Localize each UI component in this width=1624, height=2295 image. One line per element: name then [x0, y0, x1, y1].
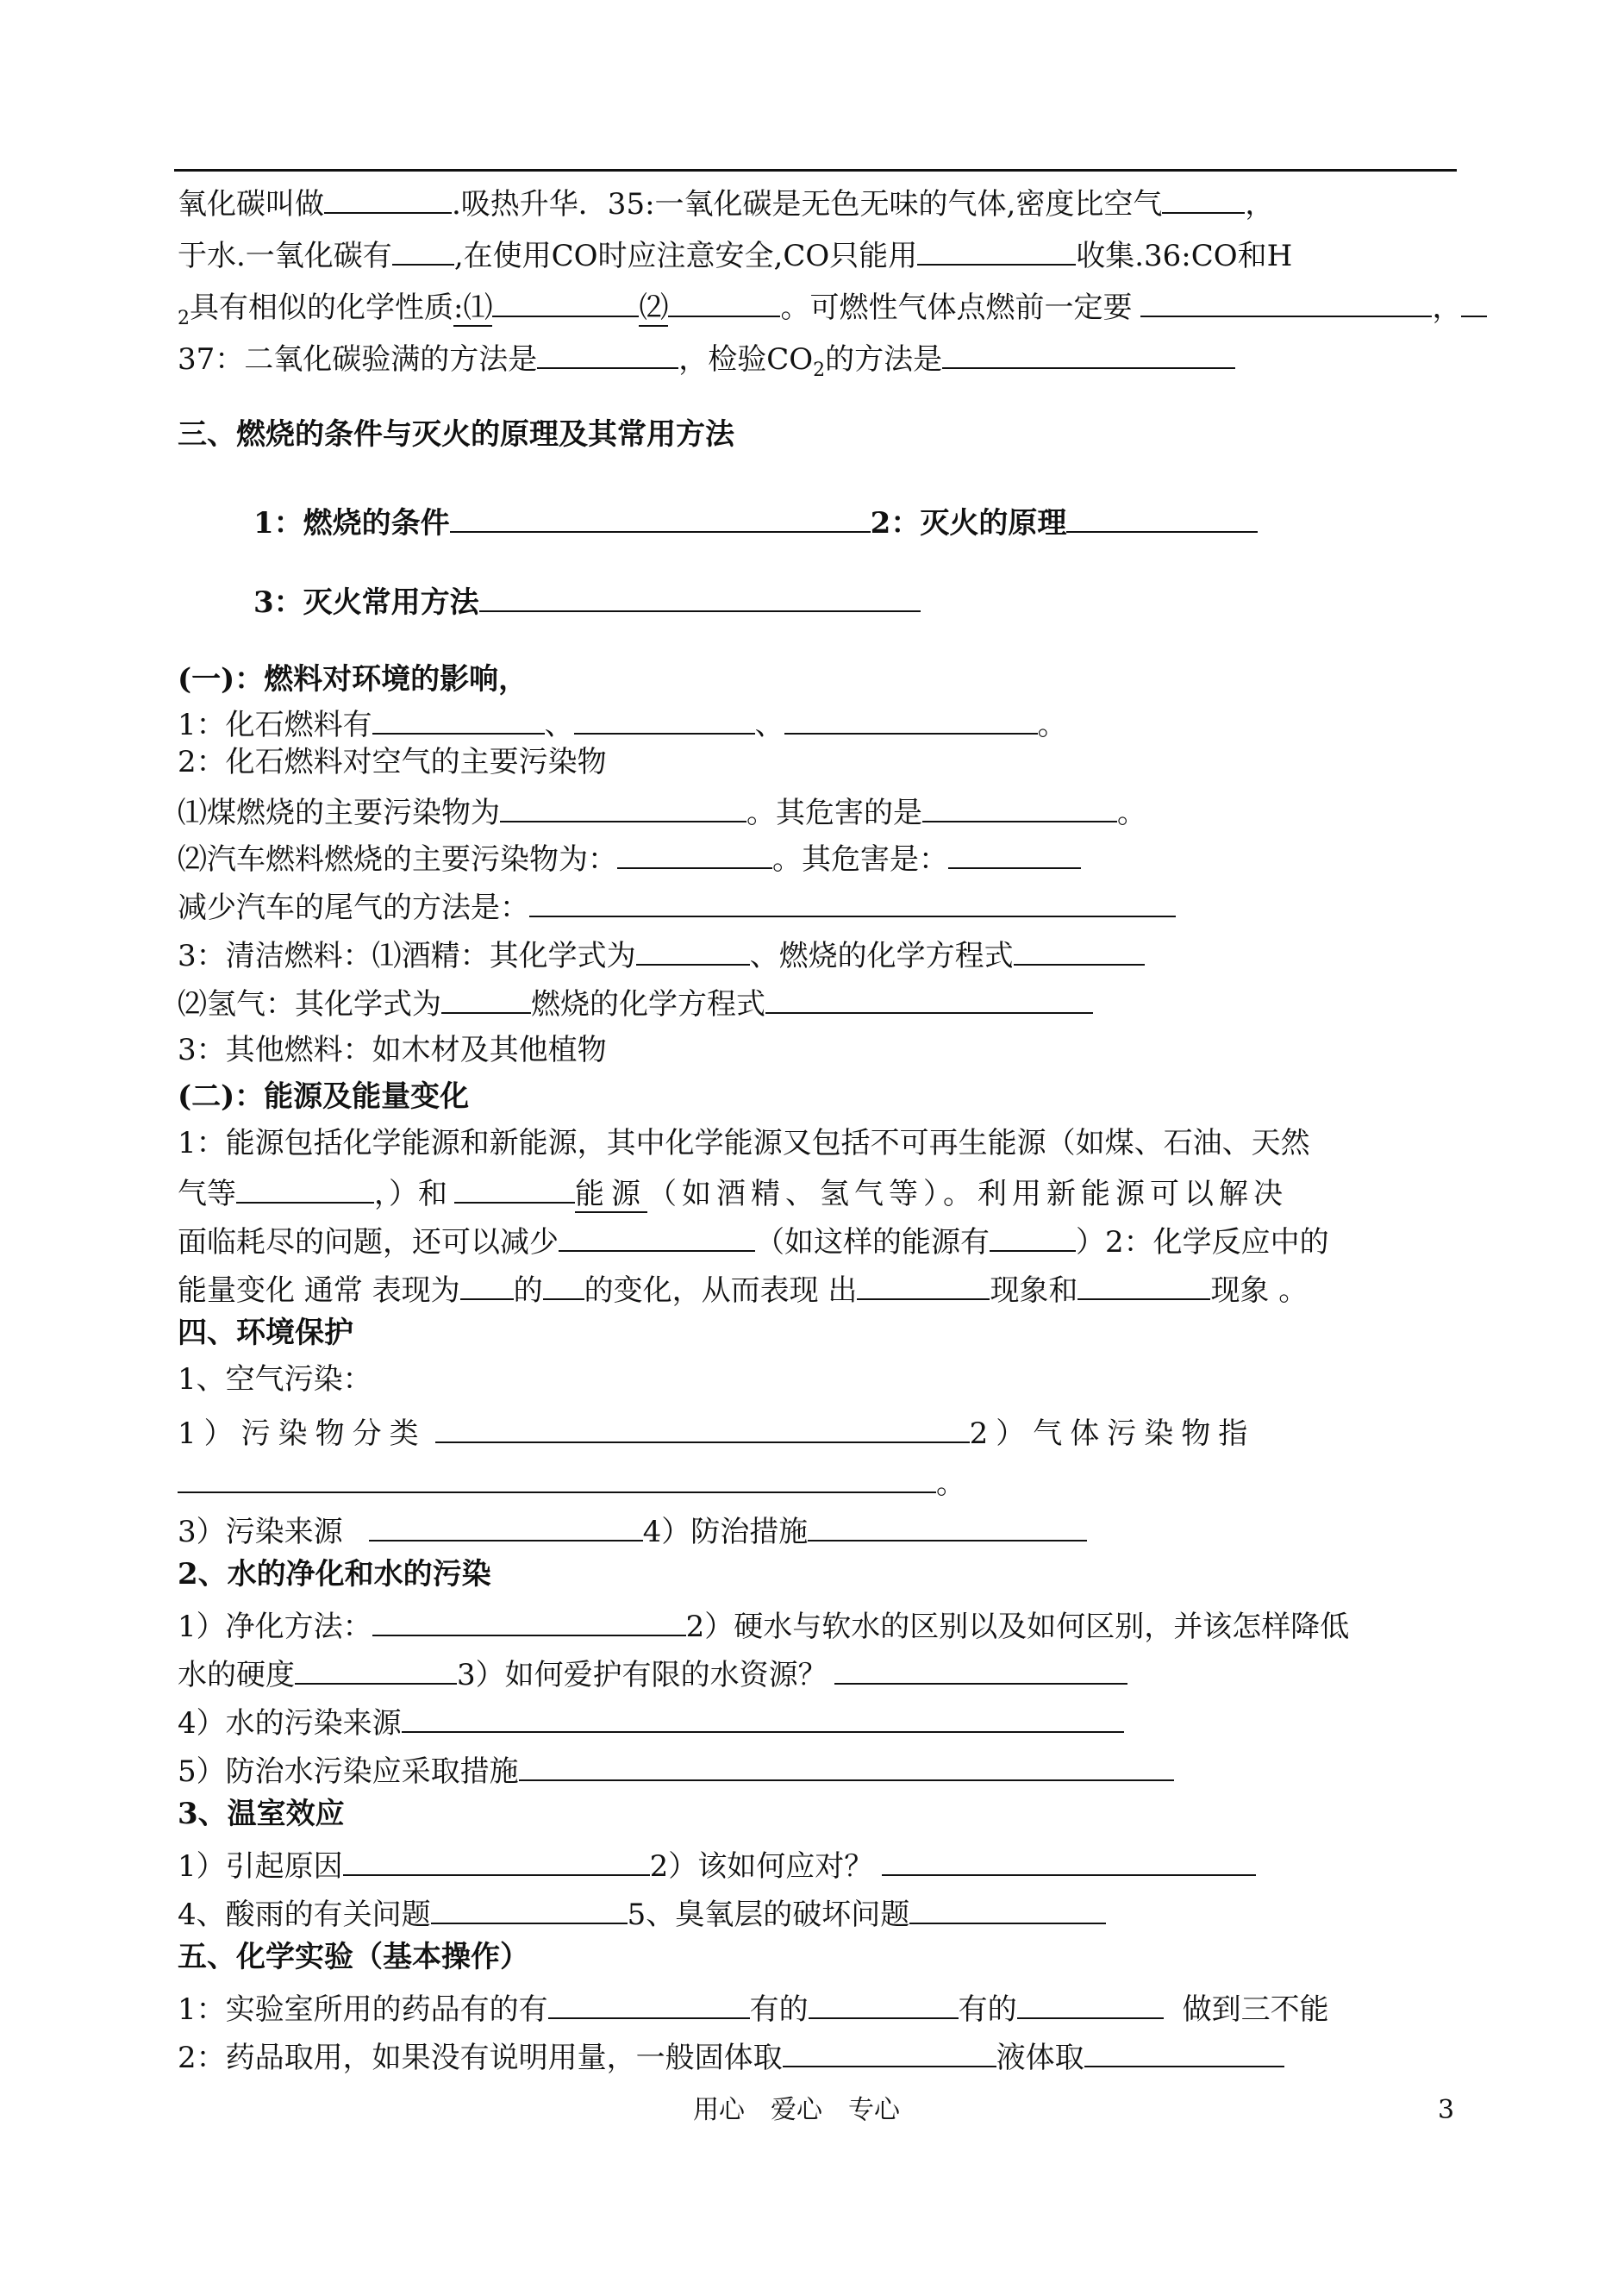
text-line: 5）防治水污染应采取措施	[178, 1745, 1174, 1790]
text-line: 1）污染物分类 2）气体污染物指	[178, 1407, 1255, 1452]
fill-blank[interactable]	[784, 698, 1038, 735]
fill-blank[interactable]	[519, 1745, 1174, 1781]
fill-blank[interactable]	[537, 333, 678, 369]
fill-blank[interactable]	[882, 1840, 1256, 1876]
fill-blank[interactable]	[948, 833, 1081, 869]
fill-blank[interactable]	[1017, 1983, 1164, 2019]
fill-blank[interactable]	[574, 698, 755, 735]
text-line: 。	[178, 1457, 965, 1502]
fill-blank[interactable]	[922, 786, 1117, 822]
fill-blank[interactable]	[372, 1600, 686, 1636]
footer-text: 用心 爱心 专心	[693, 2095, 900, 2125]
fill-blank[interactable]	[460, 1264, 514, 1300]
fill-blank[interactable]	[834, 1648, 1127, 1685]
text-line: 1）净化方法： 2）硬水与软水的区别以及如何区别，并该怎样降低	[178, 1600, 1349, 1645]
subsection-heading: (一)：燃料对环境的影响，	[178, 662, 528, 697]
text-line: 3：清洁燃料：⑴酒精：其化学式为 、燃烧的化学方程式	[178, 929, 1145, 974]
fill-blank[interactable]	[343, 1840, 650, 1876]
fill-blank[interactable]	[1140, 281, 1432, 317]
fill-blank[interactable]	[402, 1697, 1124, 1733]
subsection-heading: 2、水的净化和水的污染	[178, 1557, 491, 1591]
section-heading: 四、环境保护	[178, 1316, 353, 1350]
fill-blank[interactable]	[392, 229, 454, 266]
text-line: 2：化石燃料对空气的主要污染物	[178, 745, 607, 779]
fill-blank[interactable]	[1162, 178, 1245, 214]
fill-blank[interactable]	[909, 1888, 1106, 1924]
text-line: 4、酸雨的有关问题 5、臭氧层的破坏问题	[178, 1888, 1106, 1933]
text-line: 能量变化 通常 表现为 的 的变化，从而表现 出 现象和 现象 。	[178, 1264, 1308, 1309]
text-line: ⑵氢气：其化学式为 燃烧的化学方程式	[178, 978, 1093, 1022]
text-line: 1：能源包括化学能源和新能源，其中化学能源又包括不可再生能源（如煤、石油、天然	[178, 1126, 1310, 1160]
text-line: 气等 ，）和 能源（如酒精、氢气等）。利用新能源可以解决	[178, 1167, 1288, 1212]
text-line: 3：其他燃料：如木材及其他植物	[178, 1033, 607, 1067]
fill-blank[interactable]	[548, 1983, 750, 2019]
page-number: 3	[1438, 2095, 1455, 2125]
text-line: ⑴煤燃烧的主要污染物为 。其危害的是 。	[178, 786, 1146, 831]
fill-blank[interactable]	[559, 1216, 755, 1252]
fill-blank[interactable]	[1066, 497, 1258, 533]
fill-blank[interactable]	[529, 881, 1176, 917]
fill-blank[interactable]	[500, 786, 746, 822]
fill-blank[interactable]	[808, 1505, 1087, 1541]
fill-blank[interactable]	[178, 1457, 936, 1493]
subsection-heading: (二)：能源及能量变化	[178, 1079, 470, 1114]
fill-blank[interactable]	[857, 1264, 990, 1300]
fill-blank[interactable]	[617, 833, 772, 869]
text-line: 1：化石燃料有 、 、 。	[178, 698, 1067, 743]
fill-blank[interactable]	[990, 1216, 1076, 1252]
section-heading: 五、化学实验（基本操作）	[178, 1940, 529, 1974]
text-line: 1、空气污染：	[178, 1362, 372, 1397]
fill-blank[interactable]	[783, 2031, 996, 2067]
fill-blank[interactable]	[492, 281, 639, 317]
text-line: 3：灭火常用方法	[253, 576, 921, 621]
fill-blank[interactable]	[441, 978, 531, 1014]
text-line: 于水.一氧化碳有 ,在使用CO时应注意安全,CO只能用 收集.36:CO和H	[178, 229, 1292, 274]
fill-blank[interactable]	[435, 1407, 970, 1443]
fill-blank[interactable]	[636, 929, 750, 966]
fill-blank[interactable]	[236, 1167, 374, 1204]
text-line: 1：实验室所用的药品有的有 有的 有的 做到三不能	[178, 1983, 1329, 2028]
fill-blank[interactable]	[809, 1983, 959, 2019]
text-line: 减少汽车的尾气的方法是：	[178, 881, 1176, 926]
text-line: 3）污染来源 4）防治措施	[178, 1505, 1087, 1550]
text-line: ⑵汽车燃料燃烧的主要污染物为： 。其危害是：	[178, 833, 1081, 878]
text-line: 1）引起原因 2）该如何应对？	[178, 1840, 1256, 1885]
fill-blank[interactable]	[454, 1167, 575, 1204]
fill-blank[interactable]	[324, 178, 452, 214]
text-line: 1：燃烧的条件 2：灭火的原理	[253, 497, 1258, 541]
fill-blank[interactable]	[917, 229, 1076, 266]
text-line: 4）水的污染来源	[178, 1697, 1124, 1742]
fill-blank[interactable]	[1014, 929, 1145, 966]
fill-blank[interactable]	[942, 333, 1235, 369]
fill-blank[interactable]	[372, 698, 545, 735]
section-heading: 三、燃烧的条件与灭火的原理及其常用方法	[178, 417, 734, 452]
fill-blank[interactable]	[431, 1888, 628, 1924]
fill-blank[interactable]	[1084, 2031, 1284, 2067]
text-line: 面临耗尽的问题，还可以减少 （如这样的能源有 ）2：化学反应中的	[178, 1216, 1329, 1260]
fill-blank[interactable]	[765, 978, 1093, 1014]
fill-blank[interactable]	[450, 497, 871, 533]
fill-blank[interactable]	[369, 1505, 643, 1541]
header-rule	[174, 169, 1457, 172]
fill-blank[interactable]	[295, 1648, 457, 1685]
fill-blank[interactable]	[543, 1264, 584, 1300]
subsection-heading: 3、温室效应	[178, 1797, 345, 1831]
text-line: 2：药品取用，如果没有说明用量，一般固体取 液体取	[178, 2031, 1284, 2076]
text-line: $_2$具有相似的化学性质:⑴ ⑵ 。可燃性气体点燃前一定要 ，	[178, 281, 1487, 326]
text-line: 37：二氧化碳验满的方法是 ，检验$CO_2$的方法是	[178, 333, 1235, 378]
fill-blank[interactable]	[1077, 1264, 1210, 1300]
fill-blank[interactable]	[668, 281, 780, 317]
fill-blank[interactable]	[479, 576, 921, 612]
fill-blank[interactable]	[1461, 281, 1487, 317]
text-line: 水的硬度 3）如何爱护有限的水资源？	[178, 1648, 1127, 1693]
text-line: 氧化碳叫做 .吸热升华．35:一氧化碳是无色无味的气体,密度比空气 ，	[178, 178, 1274, 222]
